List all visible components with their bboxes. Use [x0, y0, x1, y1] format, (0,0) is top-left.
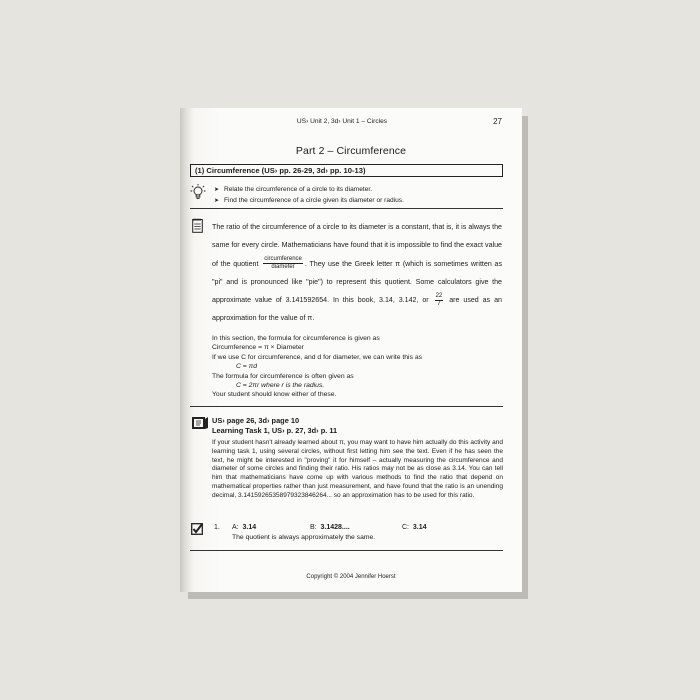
- divider: [190, 208, 503, 209]
- objective-item: ➤ Find the circumference of a circle given its diameter or radius.: [214, 196, 404, 207]
- page-number: 27: [493, 117, 502, 126]
- formula-lines: In this section, the formula for circumference is given as Circumference = π × Diameter If we use C for circumference, and d for diameter, we can write this as C = πd The formula for circumference is often given as C = 2πr where r is the radius. Your student should know either of these.: [212, 335, 423, 399]
- notepad-icon: [192, 218, 203, 233]
- workbook-page: [180, 108, 522, 592]
- checkbox-checked-icon: [191, 523, 203, 535]
- answer-note: The quotient is always approximately the same.: [232, 534, 376, 541]
- arrow-bullet-icon: ➤: [214, 197, 220, 204]
- arrow-bullet-icon: ➤: [214, 187, 220, 193]
- divider: [190, 550, 503, 551]
- answer-a: A: 3.14: [232, 524, 257, 531]
- circumference-over-diameter-fraction: $\frac{\text{circumference}}{\text{diameter}}$: [264, 256, 302, 271]
- teaching-notes: The ratio of the circumference of a circle to its diameter is a constant, that is, it is always the same for every circle. Mathematicians have found that it is impossible to find the exact value of the quotient $\frac{\text{circumference}}{\text{diameter}}$ . They use the Greek letter π (which is sometimes written as "pi" and is pronounced like "pie") to represent this quotient. Some calculators give the approximate value of 3.141592654. In this book, 3.14, 3.142, or $\frac{22}{7}$ are used as an approximation for the value of π.: [212, 223, 503, 323]
- part-title: Part 2 – Circumference: [295, 145, 407, 157]
- divider: [190, 406, 503, 407]
- section-title: (1) Circumference (US› pp. 26-29, 3d› pp. 10-13): [190, 164, 503, 177]
- lesson-paragraph: If your student hasn't already learned about π, you may want to have him actually do this activity and learning task 1, using several circles, without first letting him see the text. Even if he has seen the text, he might be interested in "proving" it for himself – actually measuring the circumference and diameter of some circles and finding their ratio. His ratios may not be as close as 3.14. You can tell him that mathematicians have come up with various methods to find the ratio that depend on mathematical properties rather than just measurement, and have found that the ratio is an unending decimal, 3.14159265358979323846264... so an approximation has to be used for this ratio.: [212, 439, 503, 499]
- objective-item: ➤ Relate the circumference of a circle to its diameter.: [214, 185, 404, 196]
- answer-b: B: 3.1428....: [310, 524, 350, 531]
- answer-number: 1.: [214, 524, 220, 531]
- lesson-reference: US› page 26, 3d› page 10 Learning Task 1, US› p. 27, 3d› p. 11: [212, 416, 338, 435]
- lightbulb-icon: [190, 183, 206, 201]
- copyright-footer: Copyright © 2004 Jennifer Hoerst: [306, 574, 396, 580]
- textbook-icon: [191, 415, 209, 431]
- twenty-two-sevenths-fraction: $\frac{22}{7}$: [435, 292, 443, 307]
- running-header: US› Unit 2, 3d› Unit 1 – Circles: [296, 118, 388, 125]
- answer-c: C: 3.14: [402, 524, 427, 531]
- objective-list: [214, 185, 404, 206]
